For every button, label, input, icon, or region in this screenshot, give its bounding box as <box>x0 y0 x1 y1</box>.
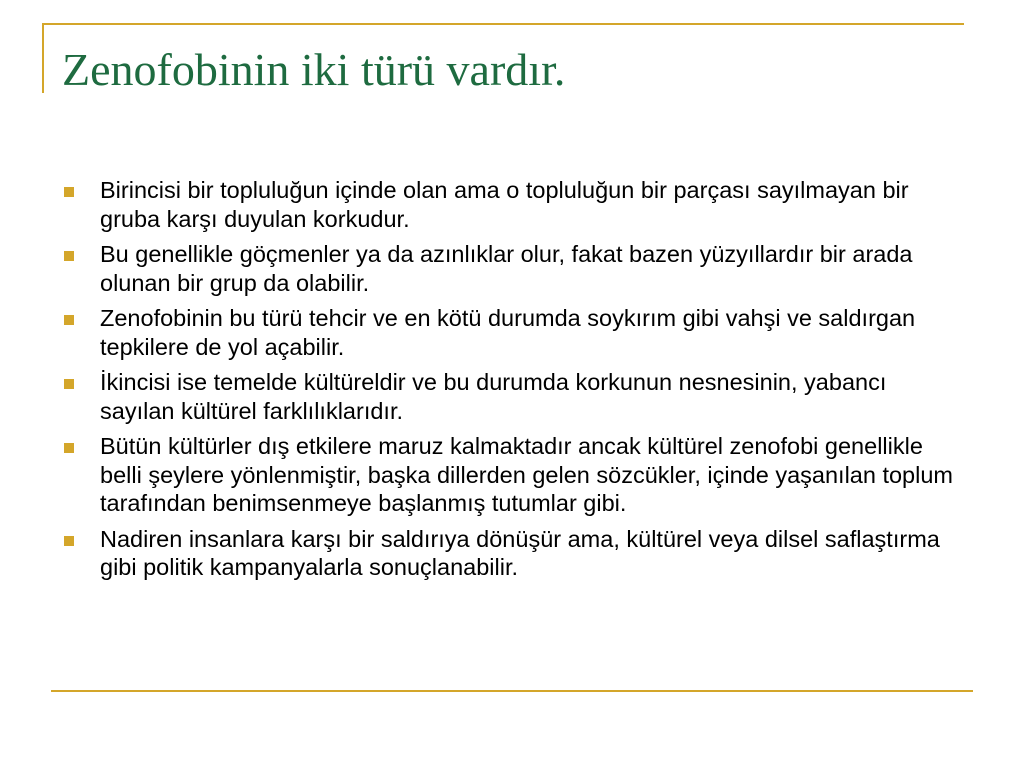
square-bullet-icon <box>64 443 74 453</box>
bottom-border-line <box>51 690 973 692</box>
bullet-list <box>62 176 962 589</box>
bullet-item <box>62 304 962 361</box>
bullet-text: Bu genellikle göçmenler ya da azınlıklar olur, fakat bazen yüzyıllardır bir arada olunan bir grup da olabilir. <box>100 241 913 296</box>
bullet-text: İkincisi ise temelde kültüreldir ve bu durumda korkunun nesnesinin, yabancı sayılan kültürel farklılıklarıdır. <box>100 369 887 424</box>
slide-title: Zenofobinin iki türü vardır. <box>62 44 566 95</box>
square-bullet-icon <box>64 315 74 325</box>
square-bullet-icon <box>64 251 74 261</box>
square-bullet-icon <box>64 379 74 389</box>
bullet-text: Zenofobinin bu türü tehcir ve en kötü durumda soykırım gibi vahşi ve saldırgan tepkilere de yol açabilir. <box>100 305 916 360</box>
bullet-text: Birincisi bir topluluğun içinde olan ama o topluluğun bir parçası sayılmayan bir gruba karşı duyulan korkudur. <box>100 177 909 232</box>
bullet-item <box>62 432 962 518</box>
top-border-line <box>42 23 964 25</box>
left-border-line <box>42 23 44 93</box>
bullet-item <box>62 240 962 297</box>
bullet-item <box>62 368 962 425</box>
bullet-text: Nadiren insanlara karşı bir saldırıya dönüşür ama, kültürel veya dilsel saflaştırma gibi politik kampanyalarla sonuçlanabilir. <box>100 525 940 580</box>
bullet-item <box>62 525 962 582</box>
bullet-text: Bütün kültürler dış etkilere maruz kalmaktadır ancak kültürel zenofobi genellikle belli şeylere yönlenmiştir, başka dillerden gelen sözcükler, içinde yaşanılan toplum tarafından benimsenmeye başlanmış tutumlar gibi. <box>100 433 953 516</box>
square-bullet-icon <box>64 536 74 546</box>
bullet-item <box>62 176 962 233</box>
square-bullet-icon <box>64 187 74 197</box>
